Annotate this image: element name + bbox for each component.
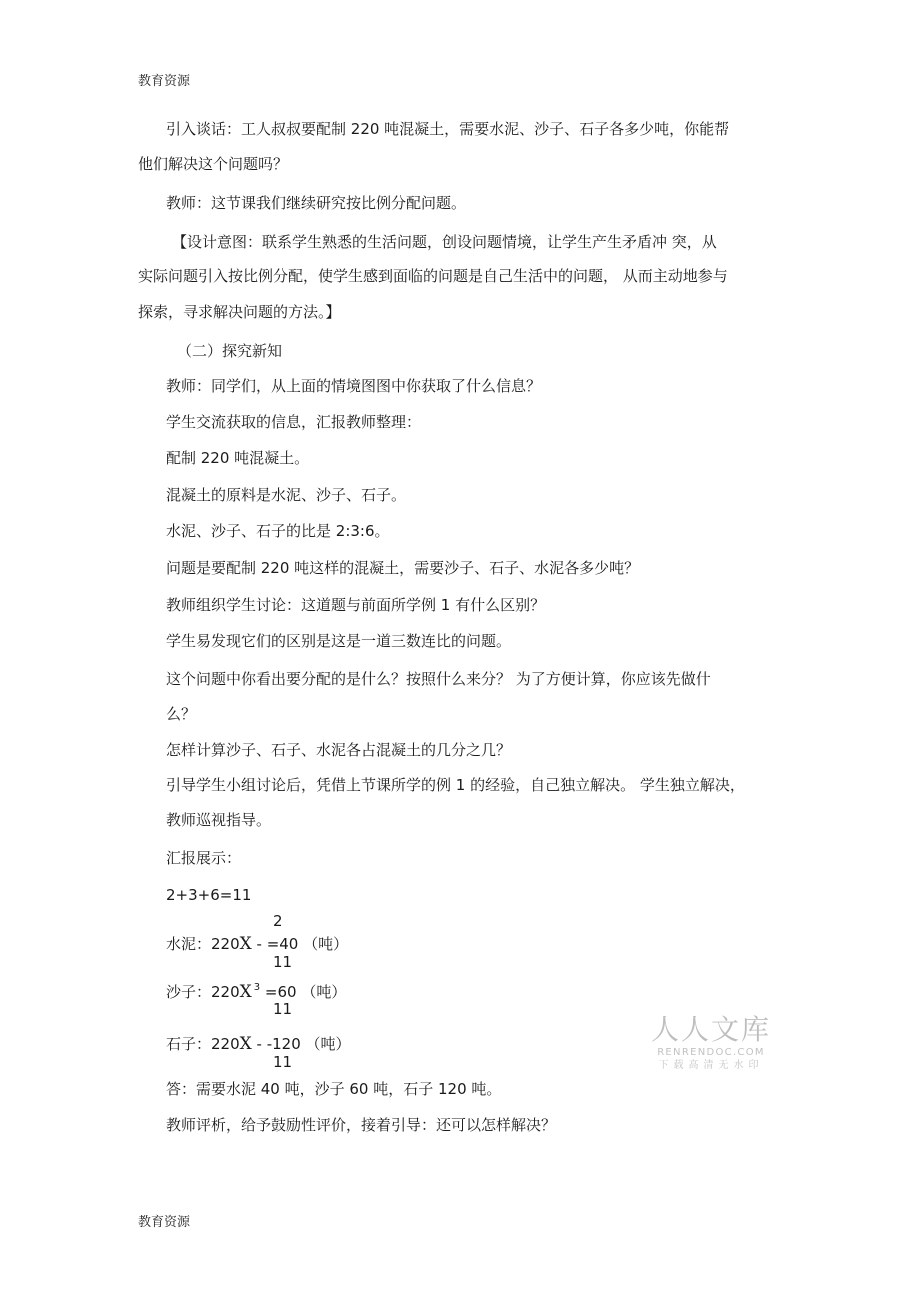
paragraph-line: 水泥、沙子、石子的比是 2:3:6。 (166, 522, 390, 540)
paragraph-line: 引导学生小组讨论后，凭借上节课所学的例 1 的经验，自己独立解决。 学生独立解决， (166, 776, 745, 794)
paragraph-line: 混凝土的原料是水泥、沙子、石子。 (166, 486, 407, 504)
paragraph-line: 教师评析，给予鼓励性评价，接着引导：还可以怎样解决？ (166, 1116, 557, 1134)
watermark-tagline: 下载高清无水印 (658, 1060, 764, 1071)
page-footer: 教育资源 (138, 1215, 191, 1230)
fraction-numerator: 3 (253, 982, 261, 993)
page-header: 教育资源 (138, 74, 191, 89)
equation-label: 石子：220 (166, 1035, 240, 1053)
multiply-sign: X (239, 934, 252, 954)
paragraph-line: 引入谈话：工人叔叔要配制 220 吨混凝土，需要水泥、沙子、石子各多少吨，你能帮 (166, 120, 730, 138)
answer-line: 答：需要水泥 40 吨，沙子 60 吨，石子 120 吨。 (166, 1080, 502, 1098)
section-heading: （二）探究新知 (177, 342, 283, 360)
design-intent-line: 探索，寻求解决问题的方法。】 (138, 303, 341, 321)
paragraph-line: 学生易发现它们的区别是这是一道三数连比的问题。 (166, 632, 512, 650)
equation-result: =60 （吨） (260, 983, 347, 1001)
fraction-denominator: 11 (273, 1053, 293, 1071)
multiply-sign: X (239, 982, 252, 1002)
paragraph-line: 怎样计算沙子、石子、水泥各占混凝土的几分之几？ (166, 741, 512, 759)
fraction-denominator: 11 (273, 1000, 293, 1018)
fraction-numerator: 2 (273, 912, 283, 930)
paragraph-line: 他们解决这个问题吗？ (138, 155, 289, 173)
paragraph-line: 汇报展示： (166, 849, 242, 867)
fraction-denominator: 11 (273, 953, 293, 971)
design-intent-line: 实际问题引入按比例分配，使学生感到面临的问题是自己生活中的问题， 从而主动地参与 (138, 267, 728, 285)
paragraph-line: 问题是要配制 220 吨这样的混凝土，需要沙子、石子、水泥各多少吨？ (166, 559, 640, 577)
paragraph-line: 这个问题中你看出要分配的是什么？按照什么来分？ 为了方便计算，你应该先做什 (166, 670, 711, 688)
watermark-site: RENRENDOC.COM (657, 1047, 765, 1058)
equation-sum: 2+3+6=11 (166, 886, 252, 904)
equation-stone (166, 1034, 351, 1054)
watermark-logo (646, 1014, 776, 1073)
paragraph-line: 教师巡视指导。 (166, 811, 272, 829)
paragraph-line: 教师：这节课我们继续研究按比例分配问题。 (166, 194, 467, 212)
equation-label: 沙子：220 (166, 983, 240, 1001)
watermark-title: 人人文库 (650, 1013, 771, 1046)
equation-sand (166, 982, 346, 1005)
paragraph-line: 教师：同学们，从上面的情境图图中你获取了什么信息？ (166, 377, 542, 395)
paragraph-line: 学生交流获取的信息，汇报教师整理： (166, 413, 422, 431)
equation-label: 水泥：220 (166, 935, 240, 953)
paragraph-line: 么？ (166, 705, 197, 723)
multiply-sign: X (239, 1034, 252, 1054)
equation-result: - -120 （吨） (251, 1035, 351, 1053)
design-intent-line: 【设计意图：联系学生熟悉的生活问题，创设问题情境，让学生产生矛盾冲 突，从 (172, 233, 717, 251)
paragraph-line: 配制 220 吨混凝土。 (166, 449, 310, 467)
equation-cement (166, 934, 348, 954)
paragraph-line: 教师组织学生讨论：这道题与前面所学例 1 有什么区别？ (166, 596, 546, 614)
equation-result: - =40 （吨） (251, 935, 349, 953)
